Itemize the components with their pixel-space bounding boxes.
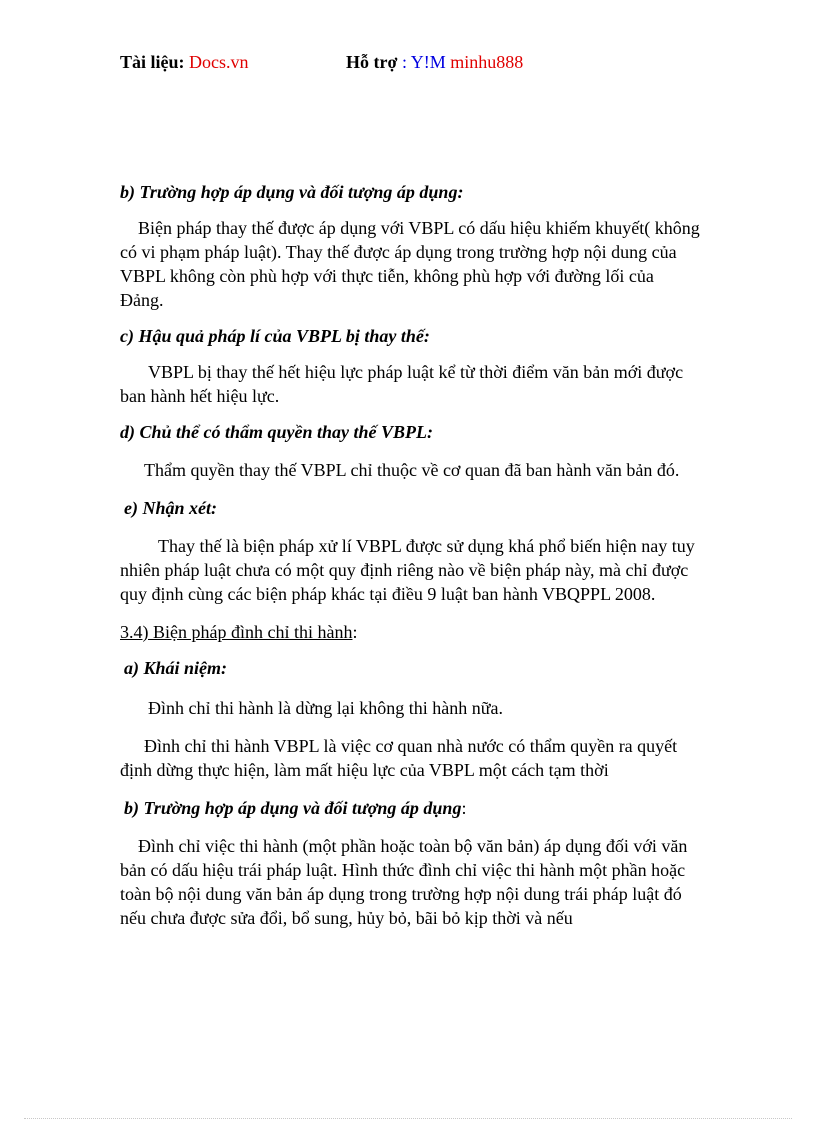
section-text: c) Hậu quả pháp lí của VBPL bị thay thế: xyxy=(120,326,430,346)
section-text: Biện pháp thay thế được áp dụng với VBPL có dấu hiệu khiếm khuyết( không có vi phạm pháp luật). Thay thế được áp dụng trong trường hợp nội dung của VBPL không còn phù hợp với thực tiễn, không phù hợp với đường lối của Đảng. xyxy=(120,218,700,310)
section-text: 3.4) Biện pháp đình chỉ thi hành xyxy=(120,622,353,642)
section-suffix: : xyxy=(461,798,467,818)
page-bottom-divider xyxy=(24,1118,792,1119)
support-ym: Y!M xyxy=(410,52,446,72)
section-suffix: : xyxy=(352,622,358,642)
section-text: VBPL bị thay thế hết hiệu lực pháp luật kể từ thời điểm văn bản mới được ban hành hết hiệu lực. xyxy=(120,362,684,406)
section-text: e) Nhận xét: xyxy=(124,498,217,518)
document-body xyxy=(120,180,700,930)
section-heading xyxy=(120,180,700,204)
section-heading xyxy=(120,796,700,820)
support-user-link[interactable]: minhu888 xyxy=(450,52,524,72)
section-heading xyxy=(120,496,700,520)
body-paragraph xyxy=(120,734,700,782)
body-paragraph xyxy=(120,216,700,312)
body-paragraph xyxy=(120,360,700,408)
support-colon: : xyxy=(397,52,411,72)
header-support xyxy=(346,52,523,73)
doc-colon: : xyxy=(178,52,190,72)
section-text: Thẩm quyền thay thế VBPL chỉ thuộc về cơ quan đã ban hành văn bản đó. xyxy=(144,460,680,480)
body-paragraph xyxy=(120,458,700,482)
header-doc-source xyxy=(120,52,249,73)
doc-site-link[interactable]: Docs.vn xyxy=(189,52,249,72)
section-subtitle xyxy=(120,620,700,644)
section-text: a) Khái niệm: xyxy=(124,658,228,678)
section-text: b) Trường hợp áp dụng và đối tượng áp dụng xyxy=(124,798,462,818)
section-text: d) Chủ thể có thẩm quyền thay thế VBPL: xyxy=(120,422,434,442)
support-label: Hỗ trợ xyxy=(346,52,398,72)
section-text: Đình chỉ việc thi hành (một phần hoặc toàn bộ văn bản) áp dụng đối với văn bản có dấu hiệu trái pháp luật. Hình thức đình chỉ việc thi hành một phần hoặc toàn bộ nội dung văn bản áp dụng trong trường hợp nội dung trái pháp luật đó nếu chưa được sửa đổi, bổ sung, hủy bỏ, bãi bỏ kịp thời và nếu xyxy=(120,836,688,928)
body-paragraph xyxy=(120,834,700,930)
section-text: b) Trường hợp áp dụng và đối tượng áp dụng: xyxy=(120,182,464,202)
section-text: Đình chỉ thi hành là dừng lại không thi hành nữa. xyxy=(148,698,503,718)
doc-label: Tài liệu xyxy=(120,52,179,72)
section-heading xyxy=(120,656,700,680)
body-paragraph xyxy=(120,534,700,606)
section-heading xyxy=(120,324,700,348)
section-text: Đình chỉ thi hành VBPL là việc cơ quan nhà nước có thẩm quyền ra quyết định dừng thực hiện, làm mất hiệu lực của VBPL một cách tạm thời xyxy=(120,736,678,780)
body-paragraph xyxy=(120,696,700,720)
page-header xyxy=(120,52,720,76)
section-heading xyxy=(120,420,700,444)
section-text: Thay thế là biện pháp xử lí VBPL được sử dụng khá phổ biến hiện nay tuy nhiên pháp luật chưa có một quy định riêng nào về biện pháp này, mà chỉ được quy định cùng các biện pháp khác tại điều 9 luật ban hành VBQPPL 2008. xyxy=(120,536,695,604)
